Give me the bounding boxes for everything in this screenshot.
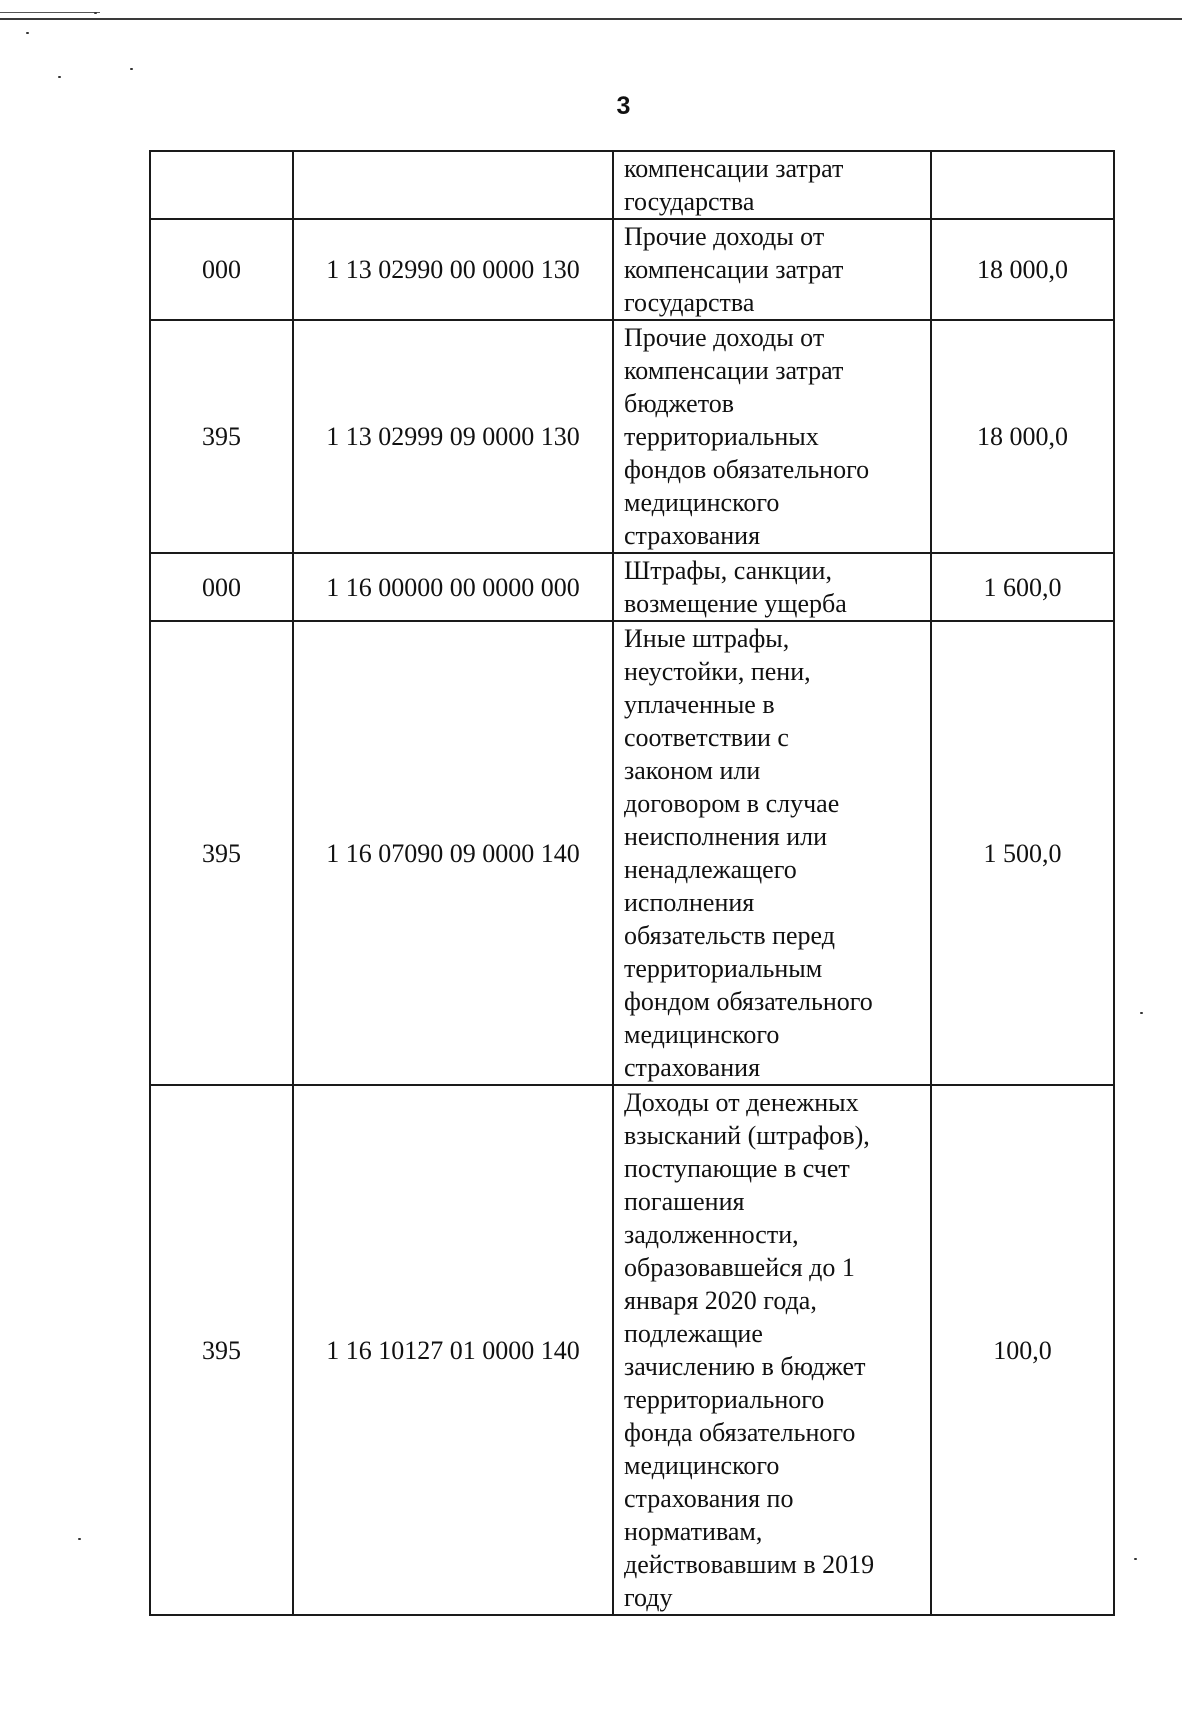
page-number: 3	[616, 92, 631, 120]
amount-cell: 1 600,0	[931, 553, 1114, 621]
scan-speck	[1140, 1012, 1143, 1014]
table-row	[150, 151, 1114, 219]
table-row	[150, 219, 1114, 320]
amount-cell: 18 000,0	[931, 219, 1114, 320]
budget-revenue-table	[149, 150, 1115, 1616]
revenue-name-cell: Штрафы, санкции, возмещение ущерба	[613, 553, 931, 621]
kbk-cell: 1 13 02990 00 0000 130	[293, 219, 613, 320]
table-row	[150, 621, 1114, 1085]
admin-code-cell	[150, 151, 293, 219]
scan-speck	[130, 68, 133, 70]
kbk-cell: 1 16 07090 09 0000 140	[293, 621, 613, 1085]
amount-cell	[931, 151, 1114, 219]
scan-top-rule	[0, 18, 1182, 20]
admin-code-cell: 395	[150, 621, 293, 1085]
table-row	[150, 1085, 1114, 1615]
revenue-name-cell: Прочие доходы от компенсации затрат бюджетов территориальных фондов обязательного медицинского страхования	[613, 320, 931, 553]
amount-cell: 1 500,0	[931, 621, 1114, 1085]
table-row	[150, 320, 1114, 553]
admin-code-cell: 000	[150, 219, 293, 320]
admin-code-cell: 000	[150, 553, 293, 621]
admin-code-cell: 395	[150, 1085, 293, 1615]
revenue-name-cell: Иные штрафы, неустойки, пени, уплаченные в соответствии с законом или договором в случае неисполнения или ненадлежащего исполнения обязательств перед территориальным фондом обязательного медицинского страхования	[613, 621, 931, 1085]
kbk-cell: 1 16 10127 01 0000 140	[293, 1085, 613, 1615]
amount-cell: 18 000,0	[931, 320, 1114, 553]
scan-speck	[58, 76, 61, 78]
revenue-name-cell: Доходы от денежных взысканий (штрафов), поступающие в счет погашения задолженности, образовавшейся до 1 января 2020 года, подлежащие зачислению в бюджет территориального фонда обязательного медицинского страхования по нормативам, действовавшим в 2019 году	[613, 1085, 931, 1615]
table-row	[150, 553, 1114, 621]
kbk-cell: 1 16 00000 00 0000 000	[293, 553, 613, 621]
amount-cell: 100,0	[931, 1085, 1114, 1615]
revenue-name-cell: компенсации затрат государства	[613, 151, 931, 219]
revenue-name-cell: Прочие доходы от компенсации затрат государства	[613, 219, 931, 320]
scan-top-rule-short	[0, 12, 100, 13]
scan-speck	[26, 32, 29, 34]
scan-speck	[78, 1538, 81, 1540]
scan-speck	[1134, 1558, 1137, 1560]
kbk-cell: 1 13 02999 09 0000 130	[293, 320, 613, 553]
scan-speck	[94, 12, 97, 14]
admin-code-cell: 395	[150, 320, 293, 553]
kbk-cell	[293, 151, 613, 219]
